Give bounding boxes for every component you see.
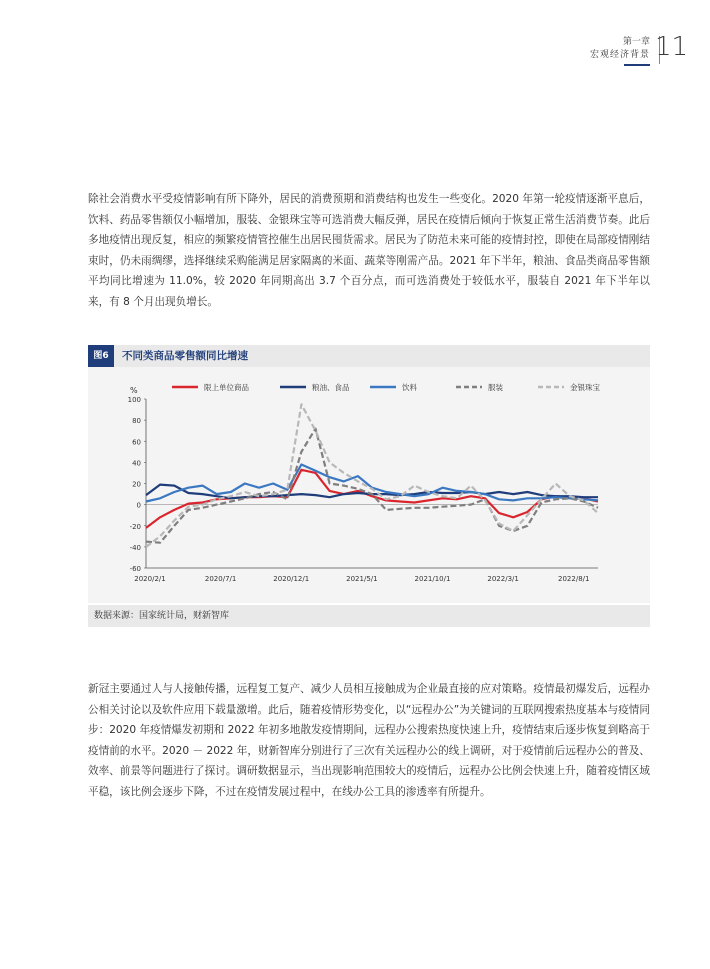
figure-source: 数据来源：国家统计局，财新智库: [94, 611, 230, 621]
y-tick-label: 0: [136, 501, 141, 510]
figure-area: [88, 367, 650, 603]
figure-title: 不同类商品零售额同比增速: [122, 350, 248, 362]
page-number: 11: [655, 32, 689, 62]
y-tick-label: 80: [132, 417, 141, 426]
x-tick-label: 2020/2/1: [134, 575, 166, 583]
figure-title-bar: [88, 345, 650, 367]
y-tick-label: 40: [132, 459, 141, 468]
x-tick-label: 2021/5/1: [346, 575, 378, 583]
y-tick-label: 60: [132, 438, 141, 447]
retail-growth-chart: [88, 367, 650, 603]
figure-tag: 图6: [88, 345, 114, 367]
series-line-3: [146, 429, 598, 543]
x-tick-label: 2020/12/1: [273, 575, 310, 583]
figure-source-bar: [88, 605, 650, 627]
y-tick-label: 20: [132, 480, 141, 489]
legend-label-1: 粮油、食品: [312, 383, 350, 392]
paragraph-consumption: 除社会消费水平受疫情影响有所下降外，居民的消费预期和消费结构也发生一些变化。2020 年第一轮疫情逐渐平息后，饮料、药品零售额仅小幅增加，服装、金银珠宝等可选消费大幅反弹，居民在疫情后倾向于恢复正常生活消费节奏。此后多地疫情出现反复，相应的频繁疫情管控催生出居民囤货需求。居民为了防范未来可能的疫情封控，即使在局部疫情刚结束时，仍未雨绸缪，选择继续采购能满足居家隔离的米面、蔬菜等刚需产品。2021 年下半年，粮油、食品类商品零售额平均同比增速为 11.0%，较 2020 年同期高出 3.7 个百分点，而可选消费处于较低水平，服装自 2021 年下半年以来，有 8 个月出现负增长。: [88, 193, 650, 308]
header-accent-line: [624, 64, 650, 66]
y-tick-label: -60: [129, 565, 141, 573]
y-axis-unit-label: %: [130, 386, 138, 395]
y-tick-label: 100: [127, 396, 141, 404]
y-tick-label: -20: [129, 522, 141, 531]
x-tick-label: 2020/7/1: [204, 575, 237, 583]
x-tick-label: 2022/8/1: [558, 575, 590, 583]
y-tick-label: -40: [129, 543, 141, 552]
series-line-4: [146, 404, 598, 547]
legend-label-3: 服装: [488, 383, 503, 392]
chapter-label: 第一章: [622, 37, 650, 47]
legend-label-4: 金银珠宝: [570, 383, 600, 392]
x-tick-label: 2022/3/1: [487, 575, 519, 583]
paragraph-remote-work: 新冠主要通过人与人接触传播，远程复工复产、减少人员相互接触成为企业最直接的应对策略。疫情最初爆发后，远程办公相关讨论以及软件应用下载量激增。此后，随着疫情形势变化，以“远程办公”为关键词的互联网搜索热度基本与疫情同步：2020 年疫情爆发初期和 2022 年初多地散发疫情期间，远程办公搜索热度快速上升，疫情结束后逐步恢复到略高于疫情前的水平。2020 － 2022 年，财新智库分别进行了三次有关远程办公的线上调研，对于疫情前后远程办公的普及、效率、前景等问题进行了探讨。调研数据显示，当出现影响范围较大的疫情后，远程办公比例会快速上升，随着疫情区域平稳，该比例会逐步下降，不过在疫情发展过程中，在线办公工具的渗透率有所提升。: [88, 683, 650, 798]
page-header: [590, 36, 650, 62]
legend-label-0: 限上单位商品: [204, 383, 249, 392]
legend-label-2: 饮料: [402, 383, 417, 392]
section-label: 宏观经济背景: [589, 50, 650, 60]
x-tick-label: 2021/10/1: [414, 575, 451, 583]
